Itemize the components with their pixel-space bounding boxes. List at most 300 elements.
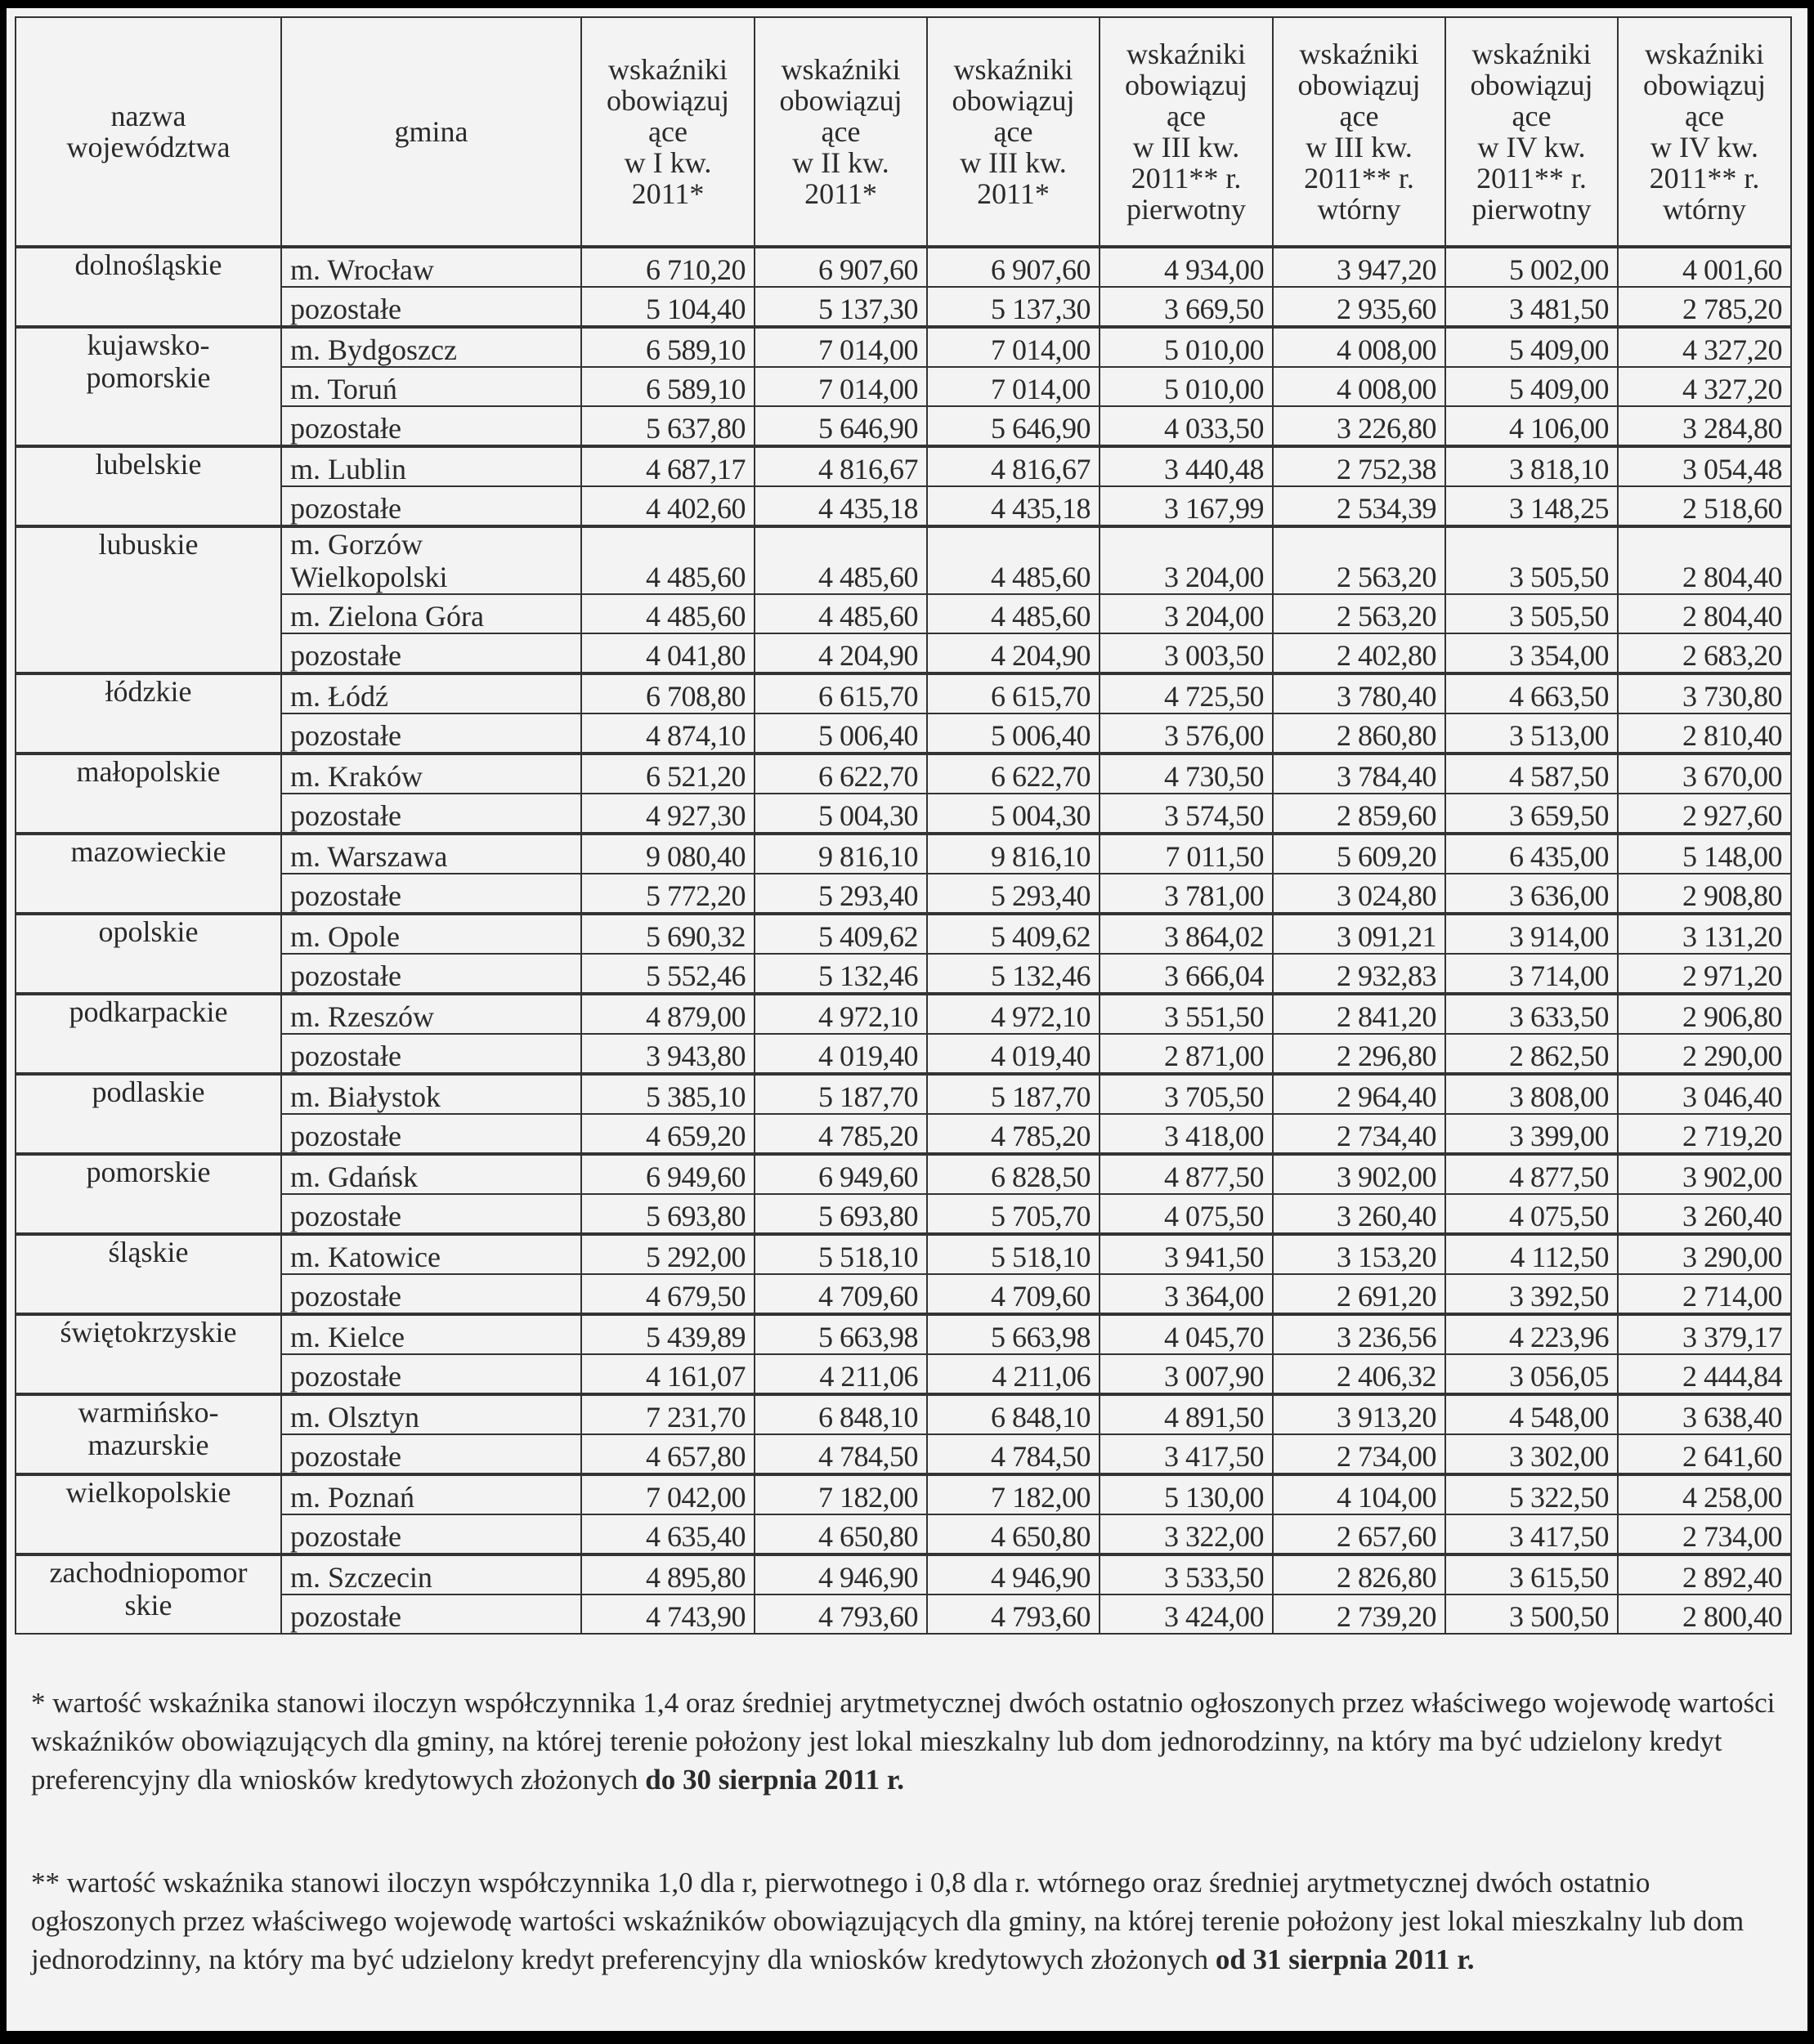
indicator-value: 2 892,40 xyxy=(1618,1554,1791,1594)
indicator-value: 2 859,60 xyxy=(1273,794,1445,834)
indicator-value: 2 908,80 xyxy=(1618,874,1791,914)
indicator-value: 2 752,38 xyxy=(1273,446,1445,486)
voivodeship-name: łódzkie xyxy=(105,675,192,708)
indicator-value: 3 399,00 xyxy=(1445,1114,1618,1154)
column-header xyxy=(1100,17,1273,247)
indicator-value: 5 439,89 xyxy=(581,1314,755,1354)
indicator-value: 4 587,50 xyxy=(1445,754,1618,794)
voivodeship-name: kujawsko- xyxy=(87,329,210,361)
indicator-value: 3 024,80 xyxy=(1273,874,1445,914)
indicator-value: 6 828,50 xyxy=(927,1154,1100,1194)
indicator-value: 4 112,50 xyxy=(1445,1234,1618,1274)
table-row xyxy=(16,713,1791,754)
indicator-value: 3 659,50 xyxy=(1445,794,1618,834)
indicator-value: 5 137,30 xyxy=(755,287,927,327)
indicator-value: 4 743,90 xyxy=(581,1594,755,1634)
housing-indicators-table xyxy=(15,16,1792,1635)
indicator-value: 3 440,48 xyxy=(1100,446,1273,486)
indicator-value: 5 006,40 xyxy=(927,713,1100,754)
indicator-value: 4 019,40 xyxy=(927,1034,1100,1074)
column-header xyxy=(927,17,1100,247)
indicator-value: 3 633,50 xyxy=(1445,994,1618,1034)
voivodeship-name: warmińsko- xyxy=(78,1396,219,1429)
voivodeship-name: dolnośląskie xyxy=(74,248,222,281)
indicator-value: 4 327,20 xyxy=(1618,367,1791,406)
indicator-value: 2 860,80 xyxy=(1273,713,1445,754)
indicator-value: 9 816,10 xyxy=(755,834,927,874)
municipality-cell xyxy=(281,594,581,633)
indicator-value: 4 972,10 xyxy=(927,994,1100,1034)
indicator-value: 2 563,20 xyxy=(1273,594,1445,633)
footnote-double-asterisk xyxy=(31,1863,1780,1979)
footnote-text: ** wartość wskaźnika stanowi iloczyn współczynnika 1,0 dla r, pierwotnego i 0,8 dla r. wtórnego oraz średniej arytmetycznej dwóch ostatnio ogłoszonych przez właściwego wojewodę wartości wskaźników obowiązujących dla gminy, na której terenie położony jest lokal mieszkalny lub dom jednorodzinny, na który ma być udzielony kredyt preferencyjny dla wniosków kredytowych złożonych xyxy=(31,1867,1745,1975)
indicator-value: 4 001,60 xyxy=(1618,247,1791,287)
table-row xyxy=(16,1394,1791,1434)
indicator-value: 5 132,46 xyxy=(755,954,927,994)
column-header-line: 2011** r. xyxy=(1304,162,1414,195)
indicator-value: 2 534,39 xyxy=(1273,486,1445,526)
column-header-line: obowiązuj xyxy=(779,84,903,117)
table-row xyxy=(16,486,1791,526)
column-header-line: wskaźniki xyxy=(1645,38,1764,70)
indicator-value: 3 167,99 xyxy=(1100,486,1273,526)
indicator-value: 3 131,20 xyxy=(1618,914,1791,954)
table-row xyxy=(16,954,1791,994)
table-row xyxy=(16,367,1791,406)
indicator-value: 2 932,83 xyxy=(1273,954,1445,994)
column-header-line: pierwotny xyxy=(1126,193,1246,226)
municipality-name: pozostałe xyxy=(290,492,401,525)
indicator-value: 3 379,17 xyxy=(1618,1314,1791,1354)
municipality-name: m. Rzeszów xyxy=(290,1000,434,1033)
municipality-name: pozostałe xyxy=(290,719,401,752)
indicator-value: 4 895,80 xyxy=(581,1554,755,1594)
indicator-value: 3 505,50 xyxy=(1445,594,1618,633)
municipality-cell xyxy=(281,247,581,287)
indicator-value: 4 033,50 xyxy=(1100,406,1273,446)
table-header-row xyxy=(16,17,1791,247)
indicator-value: 2 402,80 xyxy=(1273,633,1445,673)
footnote-single-asterisk xyxy=(31,1684,1780,1799)
indicator-value: 2 290,00 xyxy=(1618,1034,1791,1074)
table-row xyxy=(16,287,1791,327)
footnote-date: od 31 sierpnia 2011 r. xyxy=(1215,1943,1475,1975)
voivodeship-cell xyxy=(16,1474,281,1554)
municipality-cell xyxy=(281,673,581,713)
indicator-value: 3 056,05 xyxy=(1445,1354,1618,1394)
indicator-value: 6 848,10 xyxy=(927,1394,1100,1434)
voivodeship-cell xyxy=(16,673,281,754)
indicator-value: 6 435,00 xyxy=(1445,834,1618,874)
column-header-line: wskaźniki xyxy=(1471,38,1592,70)
table-row xyxy=(16,754,1791,794)
indicator-value: 5 409,62 xyxy=(927,914,1100,954)
indicator-value: 3 322,00 xyxy=(1100,1514,1273,1554)
indicator-value: 5 646,90 xyxy=(755,406,927,446)
table-row xyxy=(16,673,1791,713)
municipality-cell xyxy=(281,1594,581,1634)
municipality-name: pozostałe xyxy=(290,1600,401,1633)
indicator-value: 3 481,50 xyxy=(1445,287,1618,327)
indicator-value: 6 622,70 xyxy=(927,754,1100,794)
indicator-value: 6 615,70 xyxy=(755,673,927,713)
table-row xyxy=(16,1554,1791,1594)
indicator-value: 2 804,40 xyxy=(1618,594,1791,633)
municipality-cell xyxy=(281,1154,581,1194)
column-header-line: w II kw. xyxy=(792,146,889,179)
municipality-cell xyxy=(281,633,581,673)
indicator-value: 7 011,50 xyxy=(1100,834,1273,874)
municipality-name: m. Katowice xyxy=(290,1241,441,1273)
indicator-value: 2 871,00 xyxy=(1100,1034,1273,1074)
indicator-value: 5 772,20 xyxy=(581,874,755,914)
indicator-value: 4 548,00 xyxy=(1445,1394,1618,1434)
column-header-line: wtórny xyxy=(1663,193,1746,226)
indicator-value: 3 902,00 xyxy=(1273,1154,1445,1194)
municipality-name: m. Opole xyxy=(290,920,400,953)
indicator-value: 4 650,80 xyxy=(927,1514,1100,1554)
voivodeship-cell xyxy=(16,834,281,914)
indicator-value: 3 417,50 xyxy=(1100,1434,1273,1474)
voivodeship-name: wielkopolskie xyxy=(65,1476,231,1509)
indicator-value: 3 615,50 xyxy=(1445,1554,1618,1594)
voivodeship-cell xyxy=(16,446,281,526)
column-header-line: obowiązuj xyxy=(1125,69,1247,101)
column-header xyxy=(1273,17,1445,247)
indicator-value: 3 424,00 xyxy=(1100,1594,1273,1634)
indicator-value: 2 964,40 xyxy=(1273,1074,1445,1114)
indicator-value: 4 211,06 xyxy=(927,1354,1100,1394)
column-header-line: 2011* xyxy=(804,177,877,210)
indicator-value: 5 663,98 xyxy=(755,1314,927,1354)
column-header xyxy=(581,17,755,247)
indicator-value: 3 204,00 xyxy=(1100,594,1273,633)
municipality-cell xyxy=(281,794,581,834)
municipality-cell xyxy=(281,1034,581,1074)
voivodeship-name: śląskie xyxy=(108,1236,189,1268)
indicator-value: 4 946,90 xyxy=(927,1554,1100,1594)
indicator-value: 2 906,80 xyxy=(1618,994,1791,1034)
municipality-cell xyxy=(281,914,581,954)
municipality-name: m. Wrocław xyxy=(290,253,434,286)
indicator-value: 5 293,40 xyxy=(927,874,1100,914)
municipality-cell xyxy=(281,526,581,594)
voivodeship-cell xyxy=(16,914,281,994)
municipality-name: pozostałe xyxy=(290,293,401,325)
indicator-value: 3 666,04 xyxy=(1100,954,1273,994)
column-header-line: obowiązuj xyxy=(1643,69,1766,101)
column-header-line: w III kw. xyxy=(1306,131,1413,163)
column-header-line: obowiązuj xyxy=(607,84,729,117)
indicator-value: 9 816,10 xyxy=(927,834,1100,874)
indicator-value: 4 041,80 xyxy=(581,633,755,673)
indicator-value: 5 693,80 xyxy=(755,1194,927,1234)
municipality-cell xyxy=(281,406,581,446)
indicator-value: 4 784,50 xyxy=(755,1434,927,1474)
column-header-line: ące xyxy=(648,115,688,148)
indicator-value: 4 663,50 xyxy=(1445,673,1618,713)
table-row xyxy=(16,1074,1791,1114)
indicator-value: 2 785,20 xyxy=(1618,287,1791,327)
indicator-value: 3 364,00 xyxy=(1100,1274,1273,1314)
indicator-value: 3 418,00 xyxy=(1100,1114,1273,1154)
indicator-value: 7 014,00 xyxy=(755,327,927,367)
indicator-value: 3 574,50 xyxy=(1100,794,1273,834)
indicator-value: 7 014,00 xyxy=(755,367,927,406)
indicator-value: 3 302,00 xyxy=(1445,1434,1618,1474)
voivodeship-cell xyxy=(16,247,281,327)
indicator-value: 2 444,84 xyxy=(1618,1354,1791,1394)
indicator-value: 2 691,20 xyxy=(1273,1274,1445,1314)
column-header-line: wskaźniki xyxy=(953,53,1073,86)
column-header-line: ące xyxy=(821,115,861,148)
indicator-value: 4 874,10 xyxy=(581,713,755,754)
voivodeship-cell xyxy=(16,1074,281,1154)
indicator-value: 6 589,10 xyxy=(581,367,755,406)
municipality-name: pozostałe xyxy=(290,879,401,912)
table-row xyxy=(16,794,1791,834)
indicator-value: 3 669,50 xyxy=(1100,287,1273,327)
indicator-value: 3 204,00 xyxy=(1100,526,1273,594)
indicator-value: 2 826,80 xyxy=(1273,1554,1445,1594)
footnote-text: * wartość wskaźnika stanowi iloczyn współczynnika 1,4 oraz średniej arytmetycznej dwóch ostatnio ogłoszonych przez właściwego wojewodę wartości wskaźników obowiązujących dla gminy, na której terenie położony jest lokal mieszkalny lub dom jednorodzinny, na który ma być udzielony kredyt preferencyjny dla wniosków kredytowych złożonych xyxy=(31,1687,1776,1796)
indicator-value: 4 785,20 xyxy=(927,1114,1100,1154)
indicator-value: 5 409,00 xyxy=(1445,367,1618,406)
voivodeship-cell xyxy=(16,327,281,446)
indicator-value: 9 080,40 xyxy=(581,834,755,874)
indicator-value: 3 354,00 xyxy=(1445,633,1618,673)
municipality-name: pozostałe xyxy=(290,799,401,832)
municipality-name: pozostałe xyxy=(290,959,401,992)
municipality-name: m. Gdańsk xyxy=(290,1161,418,1193)
municipality-cell xyxy=(281,367,581,406)
indicator-value: 4 784,50 xyxy=(927,1434,1100,1474)
indicator-value: 4 435,18 xyxy=(927,486,1100,526)
indicator-value: 2 841,20 xyxy=(1273,994,1445,1034)
indicator-value: 6 848,10 xyxy=(755,1394,927,1434)
table-row xyxy=(16,914,1791,954)
indicator-value: 4 223,96 xyxy=(1445,1314,1618,1354)
municipality-name: m. Kraków xyxy=(290,760,423,793)
voivodeship-name: mazowieckie xyxy=(70,835,226,868)
indicator-value: 6 907,60 xyxy=(755,247,927,287)
indicator-value: 7 182,00 xyxy=(927,1474,1100,1514)
voivodeship-cell xyxy=(16,1554,281,1634)
municipality-cell xyxy=(281,1074,581,1114)
indicator-value: 4 927,30 xyxy=(581,794,755,834)
municipality-name: m. Zielona Góra xyxy=(290,600,484,633)
municipality-cell xyxy=(281,754,581,794)
indicator-value: 5 690,32 xyxy=(581,914,755,954)
indicator-value: 4 106,00 xyxy=(1445,406,1618,446)
municipality-cell xyxy=(281,446,581,486)
indicator-value: 6 949,60 xyxy=(755,1154,927,1194)
municipality-cell xyxy=(281,874,581,914)
municipality-name: pozostałe xyxy=(290,1120,401,1152)
indicator-value: 7 014,00 xyxy=(927,327,1100,367)
column-header-line: ące xyxy=(1339,100,1379,132)
municipality-name: m. Szczecin xyxy=(290,1561,432,1594)
municipality-name: m. Toruń xyxy=(290,373,397,405)
indicator-value: 3 784,40 xyxy=(1273,754,1445,794)
indicator-value: 4 258,00 xyxy=(1618,1474,1791,1514)
indicator-value: 4 891,50 xyxy=(1100,1394,1273,1434)
table-row xyxy=(16,327,1791,367)
column-header-line: obowiązuj xyxy=(952,84,1075,117)
indicator-value: 4 008,00 xyxy=(1273,367,1445,406)
indicator-value: 2 800,40 xyxy=(1618,1594,1791,1634)
column-header xyxy=(1618,17,1791,247)
column-header-line: 2011* xyxy=(631,177,705,210)
indicator-value: 7 042,00 xyxy=(581,1474,755,1514)
column-header-line: wskaźniki xyxy=(781,53,901,86)
indicator-value: 3 714,00 xyxy=(1445,954,1618,994)
municipality-name: m. Bydgoszcz xyxy=(290,333,457,366)
table-row xyxy=(16,1194,1791,1234)
table-row xyxy=(16,994,1791,1034)
indicator-value: 5 004,30 xyxy=(755,794,927,834)
indicator-value: 5 148,00 xyxy=(1618,834,1791,874)
indicator-value: 3 003,50 xyxy=(1100,633,1273,673)
column-header-line: wskaźniki xyxy=(608,53,728,86)
indicator-value: 4 793,60 xyxy=(927,1594,1100,1634)
municipality-cell xyxy=(281,486,581,526)
column-header-line: 2011** r. xyxy=(1649,162,1760,195)
column-header-line: pierwotny xyxy=(1471,193,1592,226)
voivodeship-cell xyxy=(16,1394,281,1474)
table-row xyxy=(16,1234,1791,1274)
voivodeship-name: lubuskie xyxy=(98,528,199,561)
indicator-value: 2 719,20 xyxy=(1618,1114,1791,1154)
table-row xyxy=(16,1514,1791,1554)
indicator-value: 3 260,40 xyxy=(1273,1194,1445,1234)
indicator-value: 3 533,50 xyxy=(1100,1554,1273,1594)
column-header xyxy=(755,17,927,247)
indicator-value: 7 182,00 xyxy=(755,1474,927,1514)
municipality-cell xyxy=(281,327,581,367)
table-row xyxy=(16,1274,1791,1314)
municipality-cell xyxy=(281,1434,581,1474)
municipality-name: pozostałe xyxy=(290,1040,401,1072)
indicator-value: 3 417,50 xyxy=(1445,1514,1618,1554)
indicator-value: 5 663,98 xyxy=(927,1314,1100,1354)
indicator-value: 2 683,20 xyxy=(1618,633,1791,673)
column-header-line: ące xyxy=(1685,100,1724,132)
column-header-line: wtórny xyxy=(1317,193,1401,226)
indicator-value: 3 576,00 xyxy=(1100,713,1273,754)
municipality-cell xyxy=(281,713,581,754)
indicator-value: 5 385,10 xyxy=(581,1074,755,1114)
column-header xyxy=(281,17,581,247)
indicator-value: 3 046,40 xyxy=(1618,1074,1791,1114)
indicator-value: 4 816,67 xyxy=(927,446,1100,486)
table-row xyxy=(16,406,1791,446)
indicator-value: 4 659,20 xyxy=(581,1114,755,1154)
indicator-value: 5 010,00 xyxy=(1100,367,1273,406)
indicator-value: 5 002,00 xyxy=(1445,247,1618,287)
table-row xyxy=(16,1434,1791,1474)
indicator-value: 4 075,50 xyxy=(1445,1194,1618,1234)
indicator-value: 3 226,80 xyxy=(1273,406,1445,446)
indicator-value: 5 104,40 xyxy=(581,287,755,327)
indicator-value: 4 045,70 xyxy=(1100,1314,1273,1354)
column-header-line: wskaźniki xyxy=(1299,38,1419,70)
indicator-value: 5 552,46 xyxy=(581,954,755,994)
indicator-value: 4 650,80 xyxy=(755,1514,927,1554)
indicator-value: 2 927,60 xyxy=(1618,794,1791,834)
indicator-value: 4 946,90 xyxy=(755,1554,927,1594)
table-row xyxy=(16,1154,1791,1194)
indicator-value: 5 293,40 xyxy=(755,874,927,914)
municipality-cell xyxy=(281,834,581,874)
indicator-value: 4 485,60 xyxy=(927,526,1100,594)
indicator-value: 5 646,90 xyxy=(927,406,1100,446)
indicator-value: 3 943,80 xyxy=(581,1034,755,1074)
column-header-line: w IV kw. xyxy=(1477,131,1586,163)
municipality-name: pozostałe xyxy=(290,1440,401,1473)
voivodeship-cell xyxy=(16,994,281,1074)
indicator-value: 5 409,62 xyxy=(755,914,927,954)
indicator-value: 4 402,60 xyxy=(581,486,755,526)
municipality-cell xyxy=(281,954,581,994)
indicator-value: 6 708,80 xyxy=(581,673,755,713)
indicator-value: 3 153,20 xyxy=(1273,1234,1445,1274)
voivodeship-name: pomorskie xyxy=(86,361,211,394)
indicator-value: 4 934,00 xyxy=(1100,247,1273,287)
indicator-value: 2 804,40 xyxy=(1618,526,1791,594)
indicator-value: 4 687,17 xyxy=(581,446,755,486)
indicator-value: 5 187,70 xyxy=(755,1074,927,1114)
indicator-value: 2 296,80 xyxy=(1273,1034,1445,1074)
municipality-name: m. Olsztyn xyxy=(290,1401,419,1433)
indicator-value: 3 284,80 xyxy=(1618,406,1791,446)
indicator-value: 3 670,00 xyxy=(1618,754,1791,794)
indicator-value: 3 290,00 xyxy=(1618,1234,1791,1274)
indicator-value: 4 008,00 xyxy=(1273,327,1445,367)
indicator-value: 4 972,10 xyxy=(755,994,927,1034)
voivodeship-cell xyxy=(16,526,281,673)
municipality-name: m. Łódź xyxy=(290,680,388,713)
municipality-cell xyxy=(281,1194,581,1234)
indicator-value: 2 734,00 xyxy=(1273,1434,1445,1474)
indicator-value: 3 818,10 xyxy=(1445,446,1618,486)
column-header-line: wskaźniki xyxy=(1126,38,1246,70)
indicator-value: 4 725,50 xyxy=(1100,673,1273,713)
table-row xyxy=(16,1314,1791,1354)
indicator-value: 3 913,20 xyxy=(1273,1394,1445,1434)
voivodeship-name: podkarpackie xyxy=(69,995,228,1028)
municipality-name: m. Lublin xyxy=(290,453,406,485)
indicator-value: 4 793,60 xyxy=(755,1594,927,1634)
voivodeship-cell xyxy=(16,1234,281,1314)
voivodeship-cell xyxy=(16,754,281,834)
indicator-value: 5 130,00 xyxy=(1100,1474,1273,1514)
indicator-value: 4 877,50 xyxy=(1445,1154,1618,1194)
indicator-value: 3 781,00 xyxy=(1100,874,1273,914)
municipality-name: m. Kielce xyxy=(290,1321,405,1353)
footnote-date: do 30 sierpnia 2011 r. xyxy=(645,1764,904,1796)
indicator-value: 4 485,60 xyxy=(927,594,1100,633)
municipality-cell xyxy=(281,1514,581,1554)
indicator-value: 2 734,00 xyxy=(1618,1514,1791,1554)
municipality-name: pozostałe xyxy=(290,412,401,445)
indicator-value: 2 406,32 xyxy=(1273,1354,1445,1394)
table-row xyxy=(16,633,1791,673)
table-row xyxy=(16,1354,1791,1394)
municipality-name: pozostałe xyxy=(290,639,401,672)
indicator-value: 7 231,70 xyxy=(581,1394,755,1434)
voivodeship-name: podlaskie xyxy=(92,1076,205,1108)
